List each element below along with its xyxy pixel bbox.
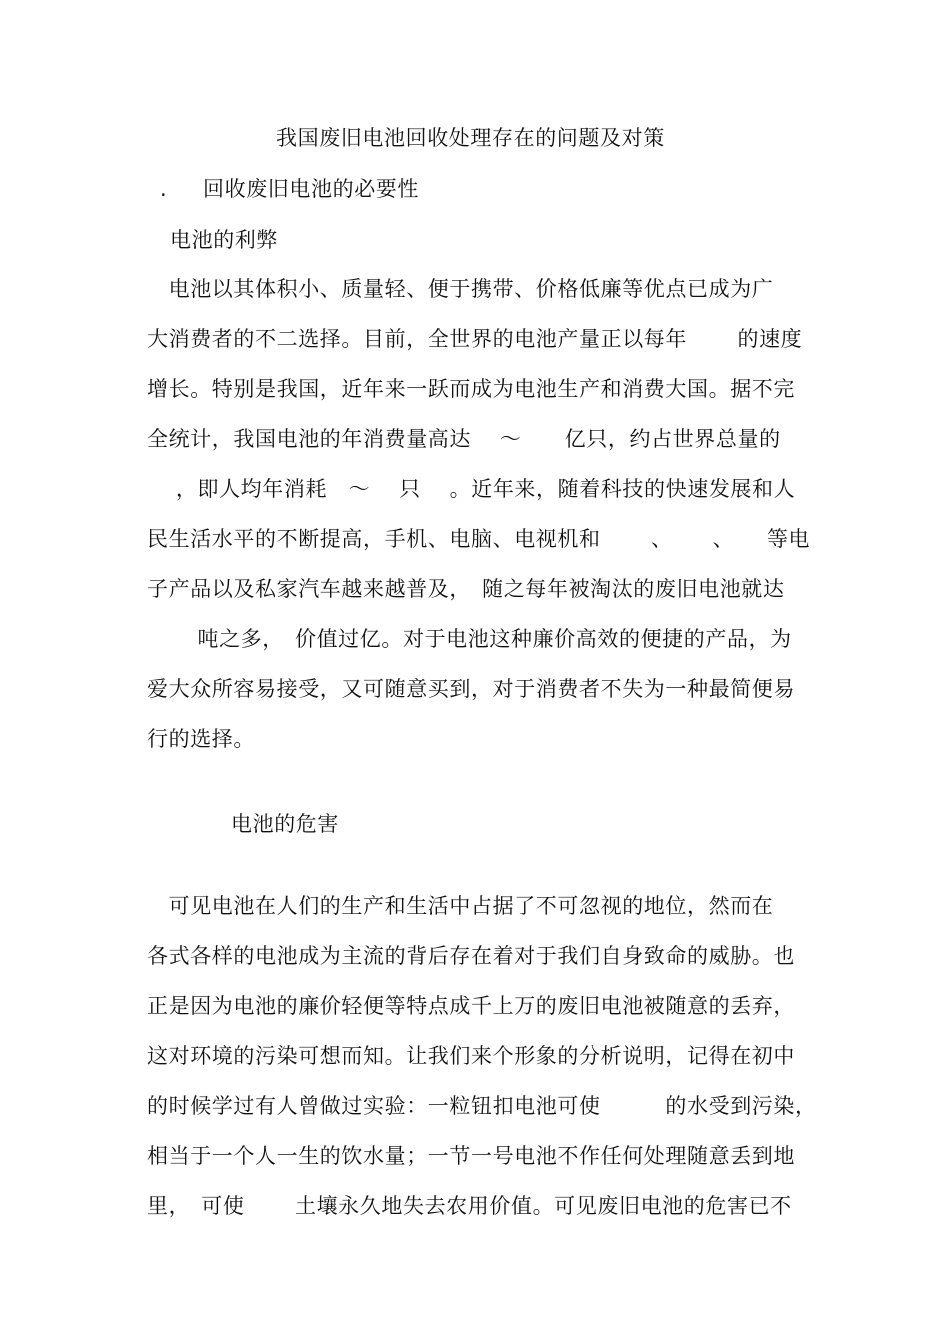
page-title: 我国废旧电池回收处理存在的问题及对策 [276,126,665,150]
paragraph-line: 爱大众所容易接受，又可随意买到，对于消费者不失为一种最简便易 [147,677,795,701]
paragraph-line: 行的选择。 [147,727,255,751]
subheading-pros-cons: 电池的利弊 [170,228,278,252]
section-number: . [160,177,168,201]
paragraph-line: 可见电池在人们的生产和生活中占据了不可忽视的地位，然而在 [147,894,774,918]
paragraph-line: 这对环境的污染可想而知。让我们来个形象的分析说明，记得在初中 [147,1044,795,1068]
subheading-hazards: 电池的危害 [231,812,339,836]
paragraph-line: 正是因为电池的廉价轻便等特点成千上万的废旧电池被随意的丢弃， [147,994,795,1018]
paragraph-line: 民生活水平的不断提高，手机、电脑、电视机和 、 、 等电 [147,527,811,551]
paragraph-line: 的时候学过有人曾做过实验：一粒钮扣电池可使 的水受到污染， [147,1094,817,1118]
paragraph-line: 里， 可使 土壤永久地失去农用价值。可见废旧电池的危害已不 [147,1194,792,1218]
paragraph-line: 全统计，我国电池的年消费量高达 ～ 亿只，约占世界总量的 [147,427,781,451]
paragraph-line: ，即人均年消耗 ～ 只 。近年来，随着科技的快速发展和人 [147,477,796,501]
paragraph-line: 各式各样的电池成为主流的背后存在着对于我们自身致命的威胁。也 [147,944,795,968]
paragraph-line: 大消费者的不二选择。目前，全世界的电池产量正以每年 的速度 [147,327,803,351]
paragraph-line: 子产品以及私家汽车越来越普及， 随之每年被淘汰的废旧电池就达 [147,577,785,601]
paragraph-line: 吨之多， 价值过亿。对于电池这种廉价高效的便捷的产品，为 [147,627,792,651]
paragraph-line: 增长。特别是我国，近年来一跃而成为电池生产和消费大国。据不完 [147,377,795,401]
paragraph-line: 相当于一个人一生的饮水量；一节一号电池不作任何处理随意丢到地 [147,1144,795,1168]
section-heading: 回收废旧电池的必要性 [203,177,419,201]
paragraph-line: 电池以其体积小、质量轻、便于携带、价格低廉等优点已成为广 [147,277,774,301]
